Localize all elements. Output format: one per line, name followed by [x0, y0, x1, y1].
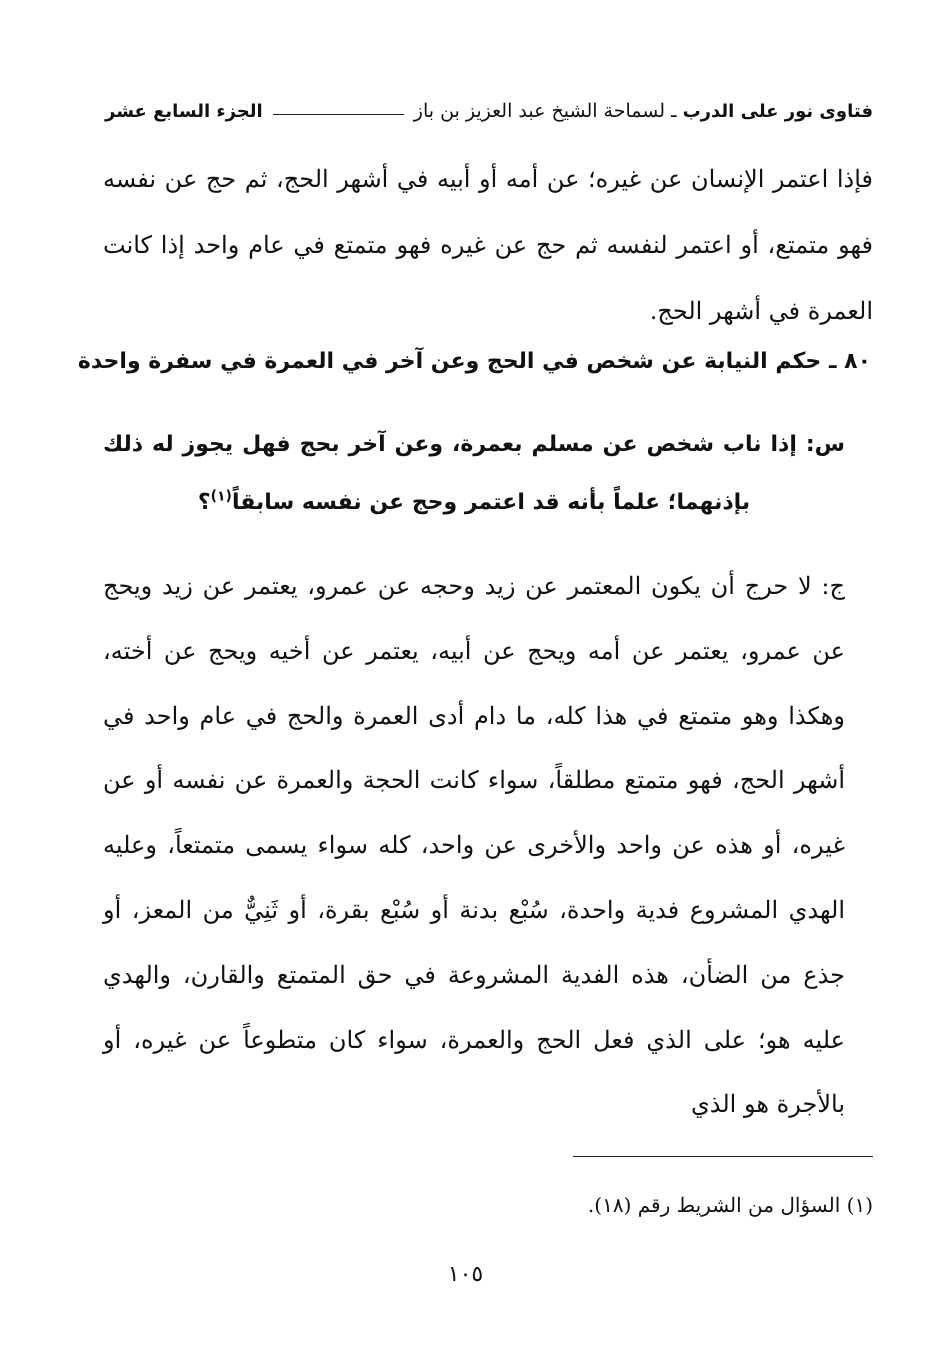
section-dash: ـ: [828, 349, 837, 374]
answer-paragraph: ج: لا حرج أن يكون المعتمر عن زيد وحجه عن عمرو، يعتمر عن زيد ويحج عن عمرو، يعتمر عن أمه ويحج عن أبيه، يعتمر عن أخيه ويحج عن أخته، وهكذا وهو متمتع في هذا كله، ما دام أدى العمرة والحج في عام واحد في أشهر الحج، فهو متمتع مطلقاً، سواء كانت الحجة والعمرة عن نفسه أو عن غيره، أو هذه عن واحد والأخرى عن واحد، كله سواء يسمى متمتعاً، وعليه الهدي المشروع فدية واحدة، سُبْع بدنة أو سُبْع بقرة، أو ثَنِيٌّ من المعز، أو جذع من الضأن، هذه الفدية المشروعة في حق المتمتع والقارن، والهدي عليه هو؛ على الذي فعل الحج والعمرة، سواء كان متطوعاً عن غيره، أو بالأجرة هو الذي: [103, 572, 845, 1119]
question-text: س: إذا ناب شخص عن مسلم بعمرة، وعن آخر بحج فهل يجوز له ذلك بإذنهما؛ علماً بأنه قد اعتمر وحج عن نفسه سابقاً: [103, 432, 845, 515]
footnote: (١) السؤال من الشريط رقم (١٨).: [587, 1193, 873, 1217]
author-name: لسماحة الشيخ عبد العزيز بن باز: [413, 100, 665, 122]
page-number: ١٠٥: [447, 1262, 484, 1287]
section-title: حكم النيابة عن شخص في الحج وعن آخر في العمرة في سفرة واحدة: [77, 349, 822, 374]
section-number: ٨٠: [844, 349, 871, 374]
book-title: فتاوى نور على الدرب: [682, 100, 873, 122]
question-paragraph: [103, 416, 845, 532]
footnote-divider: [573, 1156, 873, 1157]
intro-paragraph: فإذا اعتمر الإنسان عن غيره؛ عن أمه أو أبيه في أشهر الحج، ثم حج عن نفسه فهو متمتع، أو اعتمر لنفسه ثم حج عن غيره فهو متمتع في عام واحد إذا كانت العمرة في أشهر الحج.: [103, 165, 874, 325]
footnote-reference[interactable]: (١): [210, 488, 232, 505]
section-heading: [77, 340, 871, 384]
header-rule: [273, 114, 404, 115]
question-mark: ؟: [197, 490, 211, 515]
header-separator: ـ: [671, 100, 677, 122]
running-header: [105, 94, 873, 128]
volume-part: الجزء السابع عشر: [105, 100, 263, 122]
